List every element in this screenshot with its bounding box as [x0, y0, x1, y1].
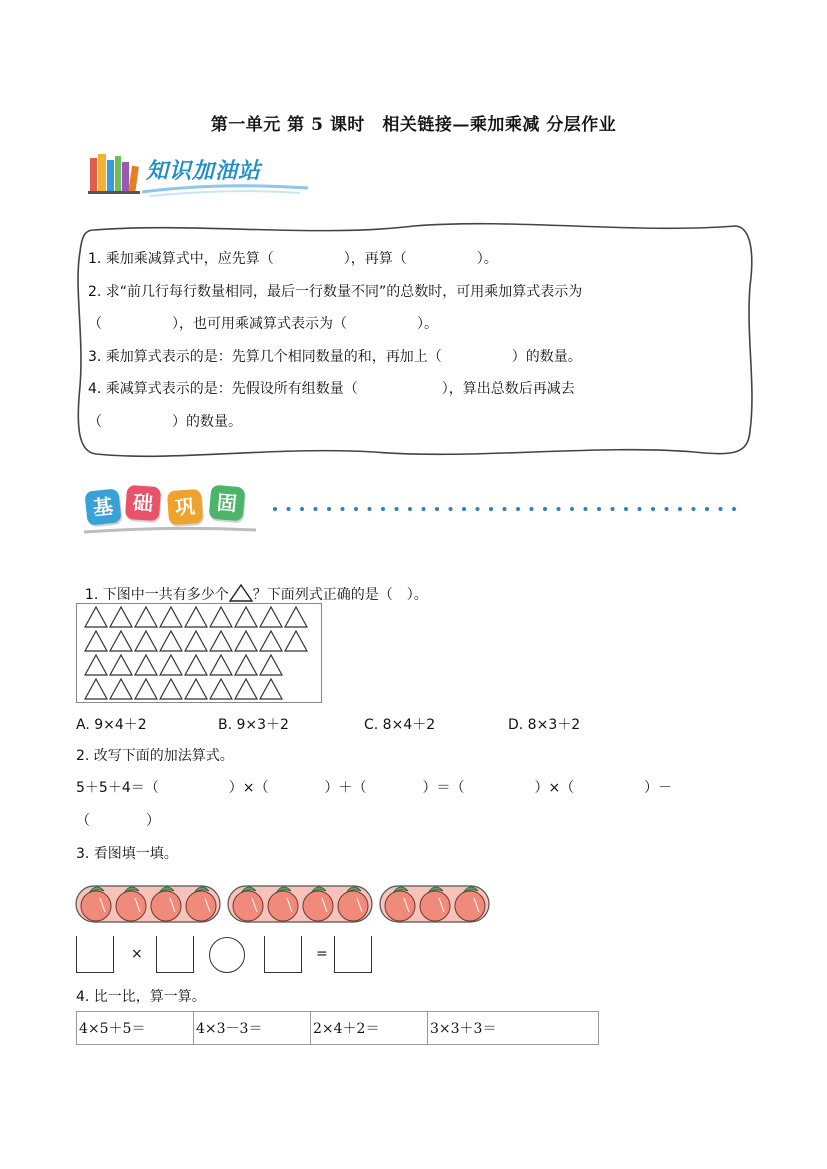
divider-dot: [692, 507, 696, 511]
divider-dot: [341, 507, 345, 511]
triangle-shape: [235, 607, 257, 627]
divider-dot: [489, 507, 493, 511]
table-cell[interactable]: 3×3＋3＝: [428, 1012, 599, 1045]
divider-dot: [678, 507, 682, 511]
divider-dot: [557, 507, 561, 511]
tomato: [116, 891, 146, 921]
divider-dot: [638, 507, 642, 511]
triangle-shape: [110, 655, 132, 675]
tomato: [303, 891, 333, 921]
question-2-line-2: （ ）: [76, 813, 160, 829]
option-b[interactable]: B. 9×3＋2: [218, 717, 289, 733]
triangle-shape: [185, 679, 207, 699]
option-d[interactable]: D. 8×3＋2: [508, 717, 581, 733]
compare-table: [76, 1011, 599, 1045]
answer-box[interactable]: [334, 936, 372, 973]
divider-dot: [273, 507, 277, 511]
answer-box[interactable]: [156, 936, 194, 973]
knowledge-line-3: （ ），也可用乘减算式表示为（ ）。: [88, 316, 438, 332]
option-a[interactable]: A. 9×4＋2: [76, 717, 147, 733]
triangle-shape: [110, 607, 132, 627]
triangle-shape: [160, 655, 182, 675]
triangle-shape: [260, 679, 282, 699]
triangle-shape: [160, 679, 182, 699]
triangle-shape: [285, 631, 307, 651]
triangle-shape: [235, 679, 257, 699]
divider-dot: [462, 507, 466, 511]
tomato: [385, 891, 415, 921]
equals-sign: =: [316, 946, 328, 962]
divider-dot: [516, 507, 520, 511]
table-row: [77, 1012, 599, 1045]
tomato-groups: [74, 878, 494, 926]
triangle-shape: [135, 679, 157, 699]
dotted-divider: [272, 506, 742, 512]
heading-tile: 固: [209, 485, 246, 522]
triangle-shape: [110, 679, 132, 699]
triangle-shape: [260, 631, 282, 651]
answer-box[interactable]: [76, 936, 114, 973]
knowledge-line-5: 4. 乘减算式表示的是：先假设所有组数量（ ），算出总数后再减去: [88, 381, 575, 397]
operator-circle[interactable]: [209, 937, 245, 973]
triangle-shape: [210, 631, 232, 651]
triangle-shape: [285, 607, 307, 627]
triangle-shape: [160, 607, 182, 627]
divider-dot: [503, 507, 507, 511]
heading-tile: 巩: [167, 489, 203, 525]
divider-dot: [530, 507, 534, 511]
divider-dot: [287, 507, 291, 511]
page-title: 第一单元 第 5 课时 相关链接—乘加乘减 分层作业: [210, 115, 617, 135]
triangle-shape: [260, 655, 282, 675]
heading-underline: [80, 524, 260, 538]
triangle-icon: [229, 584, 253, 602]
divider-dot: [732, 507, 736, 511]
triangle-shape: [135, 655, 157, 675]
triangle-shape: [210, 655, 232, 675]
question-1-text-after: ？下面列式正确的是（ ）。: [252, 587, 428, 603]
times-sign: ×: [131, 946, 143, 962]
triangle-shape: [85, 607, 107, 627]
divider-dot: [300, 507, 304, 511]
question-1: [76, 568, 428, 604]
divider-dot: [624, 507, 628, 511]
tomato: [81, 891, 111, 921]
books-icon: [88, 150, 140, 194]
divider-dot: [611, 507, 615, 511]
triangle-shape: [235, 631, 257, 651]
triangle-shape: [185, 607, 207, 627]
triangle-shape: [210, 607, 232, 627]
divider-dot: [368, 507, 372, 511]
divider-dot: [408, 507, 412, 511]
knowledge-line-4: 3. 乘加算式表示的是：先算几个相同数量的和，再加上（ ）的数量。: [88, 349, 582, 365]
divider-dot: [435, 507, 439, 511]
divider-dot: [381, 507, 385, 511]
triangle-shape: [135, 631, 157, 651]
triangle-grid: [76, 603, 322, 703]
table-cell[interactable]: 2×4＋2＝: [311, 1012, 428, 1045]
tomato: [233, 891, 263, 921]
divider-dot: [422, 507, 426, 511]
divider-dot: [651, 507, 655, 511]
triangle-shape: [260, 607, 282, 627]
triangle-shape: [160, 631, 182, 651]
table-cell[interactable]: 4×5＋5＝: [77, 1012, 194, 1045]
triangle-shape: [135, 607, 157, 627]
triangle-shape: [185, 655, 207, 675]
answer-box[interactable]: [264, 936, 302, 973]
divider-dot: [543, 507, 547, 511]
triangle-shape: [85, 679, 107, 699]
triangle-shape: [185, 631, 207, 651]
knowledge-line-1: 1. 乘加乘减算式中，应先算（ ），再算（ ）。: [88, 251, 498, 267]
heading-tile: 基: [84, 488, 121, 525]
question-1-text: 1. 下图中一共有多少个: [84, 587, 229, 603]
divider-dot: [395, 507, 399, 511]
triangle-shape: [110, 631, 132, 651]
option-c[interactable]: C. 8×4＋2: [364, 717, 436, 733]
question-4-prompt: 4. 比一比，算一算。: [76, 989, 206, 1005]
tomato: [455, 891, 485, 921]
triangle-shape: [210, 679, 232, 699]
heading-underline: [140, 180, 310, 198]
divider-dot: [449, 507, 453, 511]
question-2-line-1: 5＋5＋4＝（ ）×（ ）＋（ ）＝（ ）×（ ）－: [76, 780, 673, 796]
triangle-shape: [85, 655, 107, 675]
divider-dot: [719, 507, 723, 511]
divider-dot: [584, 507, 588, 511]
divider-dot: [570, 507, 574, 511]
tomato: [268, 891, 298, 921]
triangle-shape: [85, 631, 107, 651]
question-2-prompt: 2. 改写下面的加法算式。: [76, 748, 234, 764]
tomato: [186, 891, 216, 921]
knowledge-line-2: 2. 求“前几行每行数量相同，最后一行数量不同”的总数时，可用乘加算式表示为: [88, 284, 583, 300]
section-heading-knowledge: 知识加油站: [146, 159, 262, 184]
divider-dot: [476, 507, 480, 511]
question-3-prompt: 3. 看图填一填。: [76, 846, 178, 862]
tomato: [338, 891, 368, 921]
knowledge-line-6: （ ）的数量。: [88, 414, 242, 430]
divider-dot: [597, 507, 601, 511]
triangle-shape: [235, 655, 257, 675]
tomato: [151, 891, 181, 921]
divider-dot: [314, 507, 318, 511]
divider-dot: [705, 507, 709, 511]
divider-dot: [327, 507, 331, 511]
triangle-grid-drawing: [77, 604, 321, 702]
table-cell[interactable]: 4×3－3＝: [194, 1012, 311, 1045]
heading-tile: 础: [125, 485, 161, 521]
divider-dot: [665, 507, 669, 511]
tomato: [420, 891, 450, 921]
divider-dot: [354, 507, 358, 511]
